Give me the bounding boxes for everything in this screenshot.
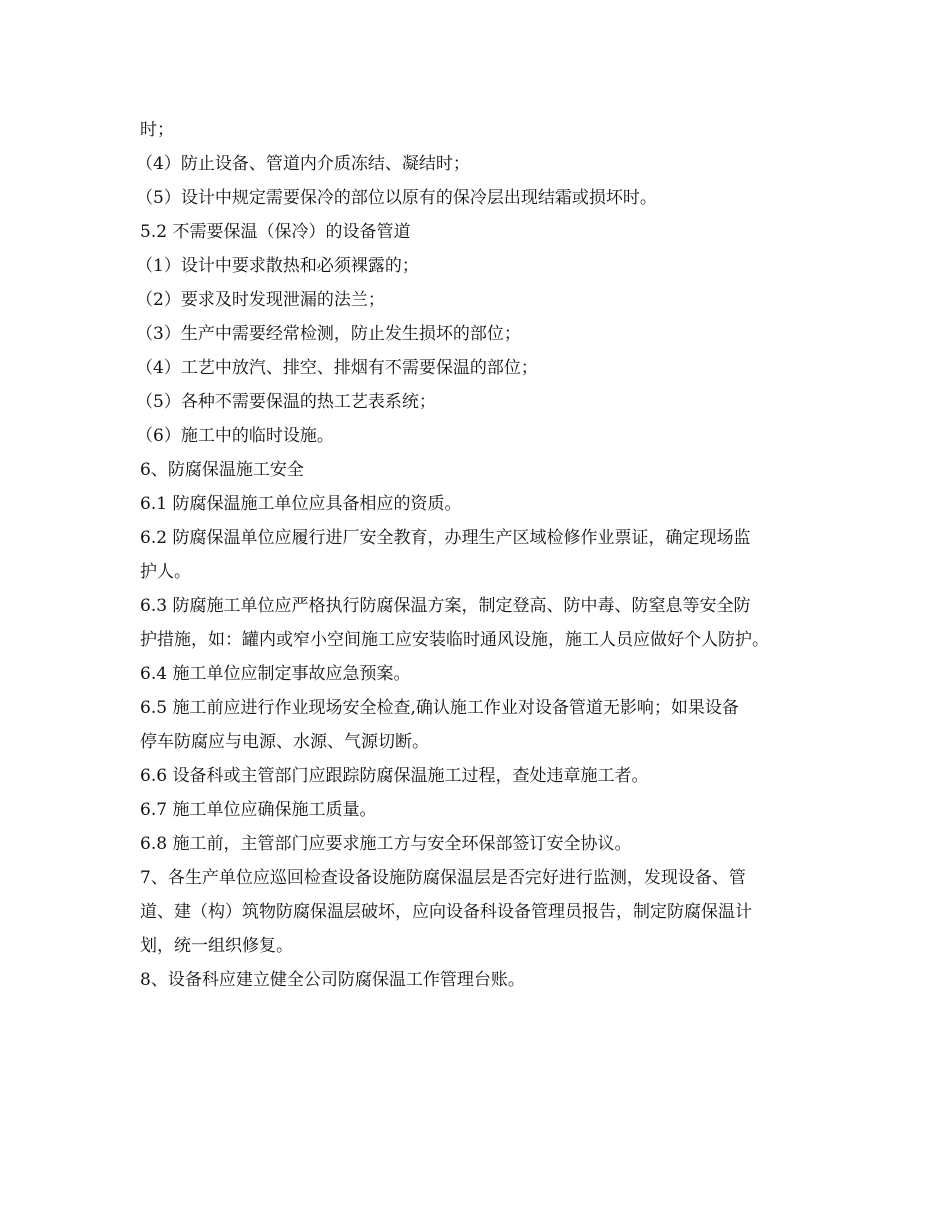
text-line: 6.6 设备科或主管部门应跟踪防腐保温施工过程，查处违章施工者。 [140,766,649,786]
list-item: （4）防止设备、管道内介质冻结、凝结时； [136,154,470,174]
text-line: 护措施，如：罐内或窄小空间施工应安装临时通风设施，施工人员应做好个人防护。 [140,630,769,650]
text-line: 时； [140,120,174,140]
text-line: 6.2 防腐保温单位应履行进厂安全教育，办理生产区域检修作业票证，确定现场监 [140,528,751,548]
document-body [136,113,820,997]
section-heading: 6、防腐保温施工安全 [140,460,304,480]
text-line: 6.4 施工单位应制定事故应急预案。 [140,664,411,684]
text-line: 6.8 施工前，主管部门应要求施工方与安全环保部签订安全协议。 [140,834,632,854]
list-item: （4）工艺中放汽、排空、排烟有不需要保温的部位； [136,358,538,378]
section-heading: 5.2 不需要保温（保冷）的设备管道 [140,222,411,242]
text-line: 停车防腐应与电源、水源、气源切断。 [140,732,429,752]
list-item: （6）施工中的临时设施。 [136,426,334,446]
list-item: （2）要求及时发现泄漏的法兰； [136,290,385,310]
text-line: 6.3 防腐施工单位应严格执行防腐保温方案，制定登高、防中毒、防窒息等安全防 [140,596,751,616]
text-line: 6.5 施工前应进行作业现场安全检查,确认施工作业对设备管道无影响；如果设备 [140,698,739,718]
list-item: （5）设计中规定需要保冷的部位以原有的保冷层出现结霜或损坏时。 [136,188,657,208]
text-line: 护人。 [140,562,191,582]
list-item: （5）各种不需要保温的热工艺表系统； [136,392,436,412]
text-line: 道、建（构）筑物防腐保温层破坏，应向设备科设备管理员报告，制定防腐保温计 [140,902,752,922]
text-line: 6.7 施工单位应确保施工质量。 [140,800,377,820]
text-line: 划，统一组织修复。 [140,936,293,956]
list-item: （3）生产中需要经常检测，防止发生损坏的部位； [136,324,521,344]
list-item: （1）设计中要求散热和必须裸露的； [136,256,419,276]
text-line: 7、各生产单位应巡回检查设备设施防腐保温层是否完好进行监测，发现设备、管 [140,868,746,888]
text-line: 8、设备科应建立健全公司防腐保温工作管理台账。 [140,970,525,990]
text-line: 6.1 防腐保温施工单位应具备相应的资质。 [140,494,462,514]
